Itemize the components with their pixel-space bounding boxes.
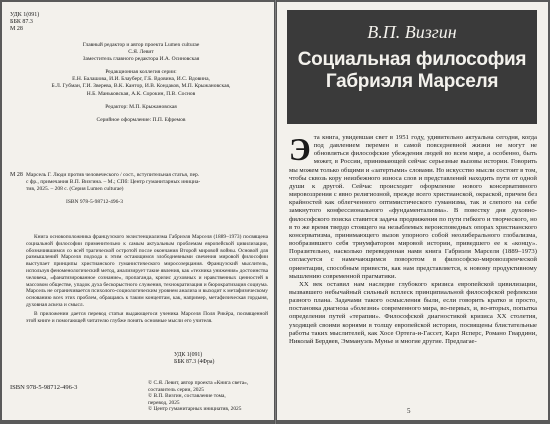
catalog-record (10, 172, 268, 206)
editor-line: Б.Л. Губман, Г.И. Зверева, В.К. Кантор, И.В. Кондаков, М.П. Крыжановская, (51, 83, 231, 90)
author-mark: М 28 (10, 26, 23, 33)
copyright-line: © С.Я. Левит, автор проекта «Книга света», (148, 380, 249, 386)
editorial-board (26, 42, 256, 124)
editor-line: Серийное оформление: П.П. Ефремов (96, 116, 186, 123)
bbk-code: ББК 87.3 (4Фра) (174, 359, 215, 365)
chapter-title-line: Габриэля Марселя (325, 71, 499, 92)
catalog-mark: М 28 (10, 172, 23, 178)
editor-line: Н.Б. Маньковская, А.К. Сорокин, П.В. Соснов (86, 90, 196, 97)
copyright-line: составитель серии, 2025 (148, 386, 204, 393)
drop-cap: Э (289, 131, 311, 167)
annotation (26, 234, 268, 326)
copyright-block (148, 380, 270, 413)
isbn: ISBN 978-5-98712-496-3 (10, 384, 78, 391)
editor-line: Заместитель главного редактора И.А. Осиновская (82, 56, 200, 63)
copyright-line: © Центр гуманитарных инициатив, 2025 (148, 406, 242, 413)
right-page (277, 2, 548, 420)
udk-code: УДК 1(091) (10, 12, 40, 18)
body-paragraph: XX век оставил нам наследие глубокого кризиса европейской цивилизации, вызвавшего небычайный сильный всплеск принципиальной философской рефлексии разного плана. Задачами такого осмысления были, если говорить кратко и просто, постановка диагноза «болезни» современного мира, во-первых, и, во-вторых, попытка определения путей «терапии». Философской диагностикой кризиса XX столетия, уходящей своими корнями в толщу европейской истории, посвящены блистательные работы таких мыслителей, как Хосе Ортега-и-Гассет, Карл Ясперс, Романо Гвардини, Николай Бердяев, Эммануэль Мунье и многие другие. Предлагае- (289, 280, 537, 345)
udk-code: УДК 1(091) (174, 352, 203, 358)
paragraph-text: та книга, увидевшая свет в 1951 году, удивительно актуальна сегодня, когда под давлением перемен в самой повседневной жизни не могут не обновляться философские убеждения людей во всем мире, а особенно, быть может, в России, принимающей сейчас серьезные вызовы истории. Говорить мы можем только общими и «затертыми» словами. Но искусство мысли состоит в том, чтобы сквозь кору неизбежного износа слов и представлений находить пути от одной души к другой. Сейчас происходит оформление нового консервативного мировоззрения с явно религиозной, прежде всего христианской, окраской, причем без крайностей как облегченного оптимистического гуманизма, так и слепого на себе замкнутого конфессионального «фундаментализма». В повестку дня духовно-философского поиска ставится задача продвижения по пути гибкого и творческого, но в то же время твердо стоящего на незыблемых вероисповедных опорах христианского консерватизма, принимающего вызов упорного собой неолиберального глобализма, вообразившего себя триумфатором мировой истории, приведшего ее к «концу». Поразительно, насколько переведенная нами книга Габриэля Марселя (1889–1973) согласуется с намечающимся поворотом в философско-мировоззренческой ориентации, способным привести, как нам представляется, к новому продуктивному мышлению современной прагматики. (289, 134, 537, 280)
editor-line: Главный редактор и автор проекта Lumen culturae (82, 42, 200, 48)
udk-top (10, 12, 39, 34)
left-page (2, 2, 274, 420)
editor-line: С.Я. Левит (128, 49, 154, 56)
catalog-isbn: ISBN 978-5-98712-496-3 (66, 199, 123, 205)
page-number: 5 (407, 407, 411, 415)
annotation-paragraph: В приложении дается перевод статьи выдающегося ученика Марселя Поля Рикёра, посвященной этой книге и помогающей читателю глубже понять основные мысли его учителя. (26, 310, 268, 324)
chapter-title-line: Социальная философия (297, 49, 527, 70)
annotation-paragraph: Книга основоположника французского экзистенциализма Габриэля Марселя (1889–1973) посвящена социальной философии применительно к самым актуальным проблемам европейской цивилизации, обозначившимся со всей трагической остротой после окончания Второй мировой войны. Основой для размышлений Марселя подхода к этим остающимся злободневными свечения мировой философии выступает принципы христианского гуманистического миросозерцания. Французский мыслитель, используя феноменологический метод, анализирует такие явления, как «техника унижения» достоинства человека, «фанатизированное сознание», пропаганда, кризис духовных и нравственных ценностей в массовом обществе, упадок духа бескорыстного служения, технократизация и бюрократизация социума. Марсель не ограничивается психолого-социологическим уровнем анализа и выходит к метафизическому основанию всех этих проблем, обращаясь к таким концептам, как, например, метафизическая гордыня, духовная аскеза и смысл. (26, 234, 268, 308)
chapter-body (289, 131, 537, 346)
copyright-line: © В.П. Визгин, составление тома, (148, 393, 226, 400)
catalog-line: Марсель Г. Люди против человеческого / сост., вступительная статья, пер. (26, 172, 200, 178)
body-paragraph (289, 131, 537, 281)
catalog-line: тив, 2025. – 208 с. (Серия Lumen culturae) (26, 186, 124, 192)
udk-bottom (174, 352, 214, 366)
editor-line: Редакционная коллегия серии: (105, 69, 177, 76)
editor-line: Редактор: М.П. Крыжановская (105, 103, 177, 110)
copyright-line: перевод, 2025 (148, 399, 180, 406)
editor-line: Е.Н. Балашова, И.И. Блауберг, Г.Б. Вдовина, И.С. Вдовина, (72, 76, 210, 83)
bbk-code: ББК 87.3 (10, 19, 33, 26)
chapter-title-block (287, 10, 537, 124)
chapter-author: В.П. Визгин (367, 22, 457, 42)
catalog-line: с фр., примечания В.П. Визгина. – М.; СПб: Центр гуманитарных инициа- (26, 179, 201, 185)
